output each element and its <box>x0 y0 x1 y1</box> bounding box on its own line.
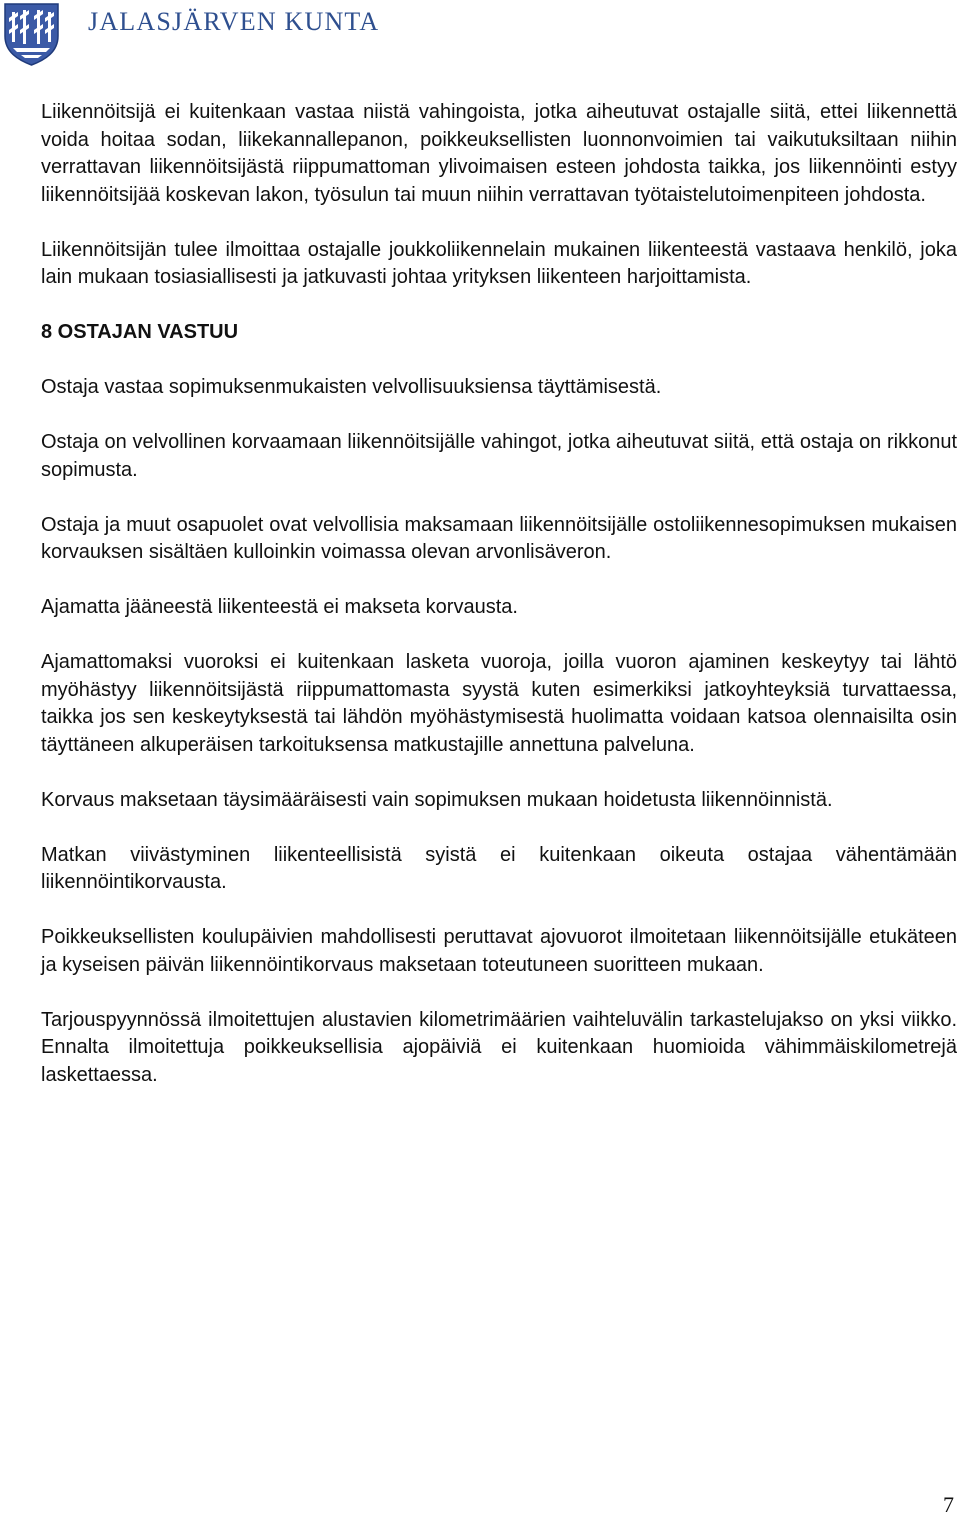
page-header <box>0 0 960 70</box>
paragraph: Poikkeuksellisten koulupäivien mahdollisesti peruttavat ajovuorot ilmoitetaan liikennöitsijälle etukäteen ja kyseisen päivän liikennöintikorvaus maksetaan toteutuneen suoritteen mukaan. <box>41 926 957 976</box>
paragraph: Ostaja vastaa sopimuksenmukaisten velvollisuuksiensa täyttämisestä. <box>41 376 662 398</box>
paragraph: Ostaja ja muut osapuolet ovat velvollisia maksamaan liikennöitsijälle ostoliikennesopimuksen mukaisen korvauksen sisältäen kulloinkin voimassa olevan arvonlisäveron. <box>41 513 957 563</box>
paragraph: Ajamatta jääneestä liikenteestä ei makseta korvausta. <box>41 596 518 618</box>
paragraph: Liikennöitsijä ei kuitenkaan vastaa niistä vahingoista, jotka aiheutuvat ostajalle siitä, ettei liikennettä voida hoitaa sodan, liikekannallepanon, poikkeuksellisten luonnonvoimien tai vaikutuksiltaan niihin verrattavan liikennöitsijästä riippumattoman ylivoimaisen esteen johdosta taikka, jos liikennöinti estyy liikennöitsijää koskevan lakon, työsulun tai muun niihin verrattavan työtaistelutoimenpiteen johdosta. <box>41 101 957 206</box>
paragraph: Korvaus maksetaan täysimääräisesti vain sopimuksen mukaan hoidetusta liikennöinnistä. <box>41 788 833 811</box>
section-heading: 8 OSTAJAN VASTUU <box>41 321 239 343</box>
paragraph: Ajamattomaksi vuoroksi ei kuitenkaan lasketa vuoroja, joilla vuoron ajaminen keskeytyy tai lähtö myöhästyy liikennöitsijästä riippumattomasta syystä kuten esimerkiksi jatkoyhteyksiä turvattaessa, taikka jos sen keskeytyksestä tai lähdön myöhästymisestä huolimatta voidaan katsoa olennaisilta osin täyttäneen alkuperäisen tarkoituksensa matkustajille annettuna palveluna. <box>41 651 957 756</box>
organization-name: JALASJÄRVEN KUNTA <box>88 7 380 36</box>
paragraph: Matkan viivästyminen liikenteellisistä syistä ei kuitenkaan oikeuta ostajaa vähentämään liikennöintikorvausta. <box>41 843 957 893</box>
paragraph: Ostaja on velvollinen korvaamaan liikennöitsijälle vahingot, jotka aiheutuvat siitä, että ostaja on rikkonut sopimusta. <box>41 431 957 481</box>
paragraph: Liikennöitsijän tulee ilmoittaa ostajalle joukkoliikennelain mukainen liikenteestä vastaava henkilö, joka lain mukaan tosiasiallisesti ja jatkuvasti johtaa yrityksen liikenteen harjoittamista. <box>41 238 957 288</box>
page-number: 7 <box>943 1492 954 1517</box>
document-body <box>41 99 957 1117</box>
municipal-coat-of-arms-icon <box>3 2 60 66</box>
paragraph: Tarjouspyynnössä ilmoitettujen alustavien kilometrimäärien vaihteluvälin tarkastelujakso on yksi viikko. Ennalta ilmoitettuja poikkeuksellisia ajopäiviä ei kuitenkaan huomioida vähimmäiskilometrejä laskettaessa. <box>41 1008 957 1086</box>
